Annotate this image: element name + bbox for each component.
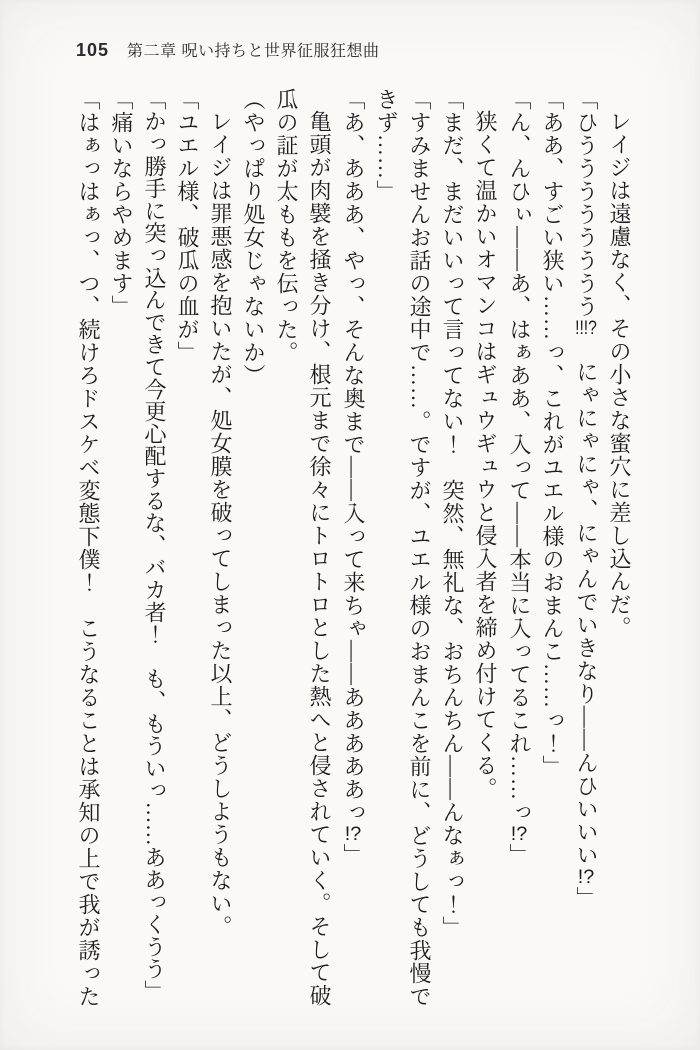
tatechuyoko-marks: !? (510, 824, 528, 844)
paragraph: 「痛いならやめます」 (109, 88, 134, 318)
paragraph: レイジは遠慮なく、その小さな蜜穴に差し込んだ。 (607, 110, 632, 639)
paragraph: （やっぱり処女じゃないか） (241, 88, 266, 387)
paragraph: 「ん、んひぃ――あ、はぁああ、入って――本当に入ってるこれ……っ!?」 (507, 88, 532, 867)
paragraph: 「すみませんお話の途中で……。ですが、ユエル様のおまんこを前に、どうしても我慢できず……」 (374, 88, 432, 1008)
paragraph: 「あ、あああ、やっ、そんな奥まで――入って来ちゃ――あああああっ!?」 (341, 88, 366, 867)
paragraph: 亀頭が肉襞を掻き分け、根元まで徐々にトロトロとした熱へと侵されていく。そして破瓜の証が太ももを伝った。 (274, 88, 332, 1007)
page-number: 105 (76, 40, 110, 60)
paragraph: 「ひうううううううう!!!? にゃにゃにゃ、にゃんでいきなり――んひいいい!?」 (574, 88, 599, 910)
paragraph: 「ユエル様、破瓜の血が」 (175, 88, 200, 364)
paragraph: 「まだ、まだいいって言ってない！ 突然、無礼な、おちんちん――んなぁっ！」 (440, 88, 465, 939)
chapter-title: 第二章 呪い持ちと世界征服狂想曲 (127, 43, 380, 60)
paragraph: 狭くて温かいオマンコはギュウギュウと侵入者を締め付けてくる。 (473, 110, 498, 800)
tatechuyoko-marks: !? (344, 824, 362, 844)
paragraph: レイジは罪悪感を抱いたが、処女膜を破ってしまった以上、どうしようもない。 (208, 110, 233, 938)
page-body (36, 88, 636, 1020)
paragraph: 「かっ勝手に突っ込んできて今更心配するな、バカ者！ も、もういっ……ああっくうう」 (142, 88, 167, 1003)
tatechuyoko-marks: !!!? (575, 318, 597, 338)
tatechuyoko-marks: !? (577, 866, 595, 887)
paragraph: 「ああ、すごい狭い……っ、これがユエル様のおまんこ……っ！」 (540, 88, 565, 778)
paragraph: 「はぁっはぁっ、つ、続けろドスケベ変態下僕！ こうなることは承知の上で我が誘った (76, 88, 101, 1008)
running-header (76, 38, 380, 61)
